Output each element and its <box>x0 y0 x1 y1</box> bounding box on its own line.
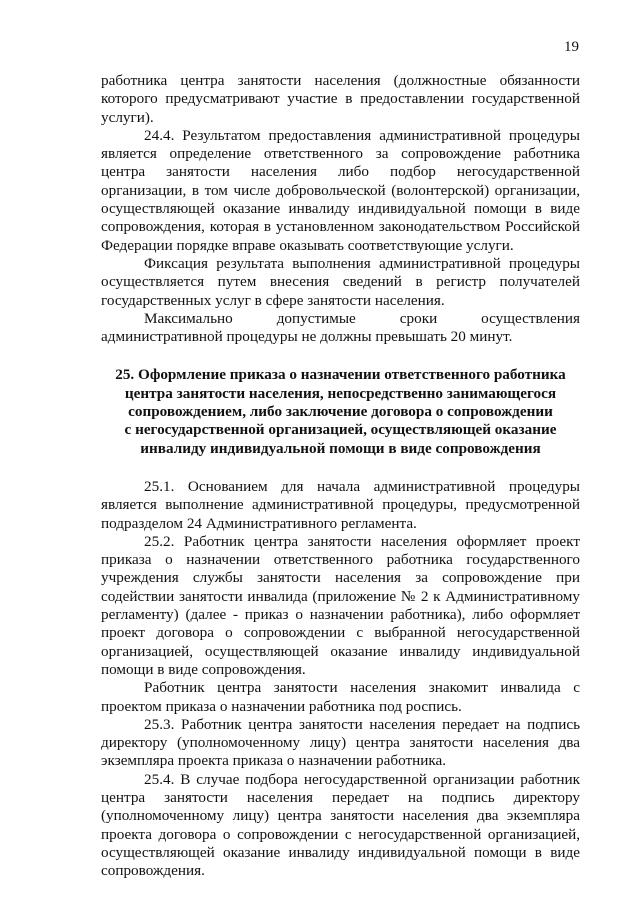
paragraph-24-4: 24.4. Результатом предоставления административной процедуры является определение ответственного за сопровождение работника центра занятости населения либо подбор негосударственной организации, в том числе добровольческой (волонтерской) организации, осуществляющей оказание инвалиду индивидуальной помощи в виде сопровождения, которая в установленном законодательством Российской Федерации порядке вправе оказывать соответствующие услуги. <box>101 126 580 254</box>
heading-line: сопровождением, либо заключение договора о сопровождении <box>128 403 553 421</box>
paragraph-acquaint: Работник центра занятости населения знакомит инвалида с проектом приказа о назначении работника под роспись. <box>101 679 580 715</box>
paragraph-25-3: 25.3. Работник центра занятости населения передает на подпись директору (уполномоченному лицу) центра занятости населения два экземпляра проекта приказа о назначении работника. <box>101 715 580 770</box>
heading-line: инвалиду индивидуальной помощи в виде сопровождения <box>140 439 541 457</box>
document-body <box>101 72 580 880</box>
section-heading-25 <box>101 366 580 457</box>
page-number: 19 <box>564 39 579 55</box>
paragraph-max-time: Максимально допустимые сроки осуществления административной процедуры не должны превышать 20 минут. <box>101 309 580 346</box>
heading-line: 25. Оформление приказа о назначении ответственного работника <box>115 366 566 384</box>
heading-line: с негосударственной организацией, осуществляющей оказание <box>124 421 557 439</box>
paragraph-continuation: работника центра занятости населения (должностные обязанности которого предусматривают участие в предоставлении государственной услуги). <box>101 72 580 126</box>
heading-line: центра занятости населения, непосредственно занимающегося <box>124 384 557 402</box>
paragraph-25-1: 25.1. Основанием для начала административной процедуры является выполнение административной процедуры, предусмотренной подразделом 24 Административного регламента. <box>101 477 580 532</box>
paragraph-25-4: 25.4. В случае подбора негосударственной организации работник центра занятости населения передает на подпись директору (уполномоченному лицу) центра занятости населения два экземпляра проекта договора о сопровождении с негосударственной организацией, осуществляющей оказание инвалиду индивидуальной помощи в виде сопровождения. <box>101 770 580 880</box>
paragraph-fixation: Фиксация результата выполнения административной процедуры осуществляется путем внесения сведений в регистр получателей государственных услуг в сфере занятости населения. <box>101 254 580 309</box>
paragraph-25-2: 25.2. Работник центра занятости населения оформляет проект приказа о назначении ответственного работника государственного учреждения службы занятости населения за сопровождение при содействии занятости инвалида (приложение № 2 к Административному регламенту) (далее - приказ о назначении работника), либо оформляет проект договора о сопровождении с выбранной негосударственной организацией, осуществляющей оказание инвалиду индивидуальной помощи в виде сопровождения. <box>101 532 580 678</box>
